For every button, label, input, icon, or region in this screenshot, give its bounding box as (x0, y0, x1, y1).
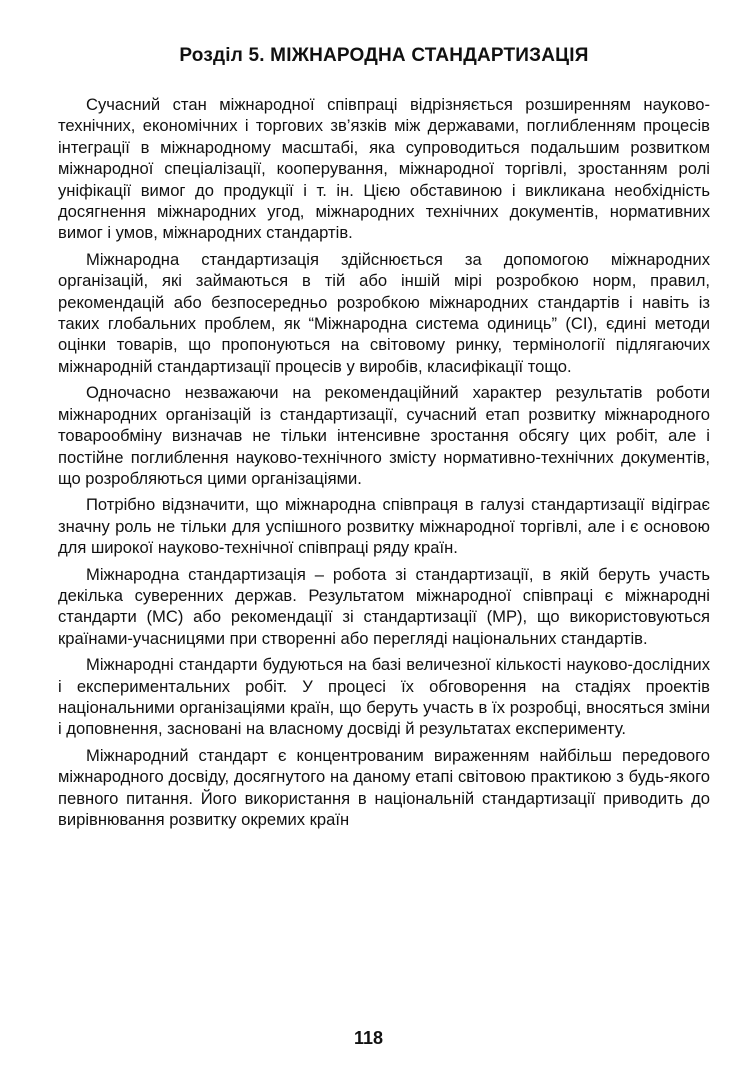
paragraph-2: Міжнародна стандартизація здійснюється за допомогою міжнародних організацій, які займаються в тій або іншій мірі розробкою норм, правил, рекомендацій або безпосередньо розробкою міжнародних стандартів і навіть із таких глобальних проблем, як “Міжнародна система одиниць” (СІ), єдині методи оцінки товарів, що пропонуються на світовому ринку, термінології підлягаючих міжнародній стандартизації процесів у виробів, класифікації тощо. (58, 249, 710, 376)
paragraph-5: Міжнародна стандартизація – робота зі стандартизації, в якій беруть участь декілька суверенних держав. Результатом міжнародної співпраці є міжнародні стандарти (МС) або рекомендації зі стандартизації (МР), що використовуються країнами-учасницями при створенні або перегляді національних стандартів. (58, 564, 710, 648)
paragraph-3: Одночасно незважаючи на рекомендаційний характер результатів роботи міжнародних організацій із стандартизації, сучасний етап розвитку міжнародного товарообміну визначав не тільки інтенсивне зростання обсягу цих робіт, але і постійне поглиблення науково-технічного змісту нормативно-технічних документів, що розробляються цими організаціями. (58, 383, 710, 488)
paragraph-6: Міжнародні стандарти будуються на базі величезної кількості науково-дослідних і експериментальних робіт. У процесі їх обговорення на стадіях проектів національними організаціями країн, що беруть участь в їх розробці, вносяться зміни і доповнення, засновані на власному досвіді й результатах експерименту. (58, 655, 710, 739)
page-content (58, 44, 710, 835)
paragraph-4: Потрібно відзначити, що міжнародна співпраця в галузі стандартизації відіграє значну роль не тільки для успішного розвитку міжнародної торгівлі, але і є основою для широкої науково-технічної співпраці ряду країн. (58, 495, 710, 558)
page-number: 118 (353, 1028, 384, 1048)
paragraph-1: Сучасний стан міжнародної співпраці відрізняється розширенням науково-технічних, економічних і торгових зв’язків між державами, поглибленням процесів інтеграції в міжнародному масштабі, яка супроводиться подальшим розвитком міжнародної спеціалізації, кооперування, міжнародної торгівлі, зростанням ролі уніфікації вимог до продукції і т. ін. Цією обставиною і викликана необхідність досягнення міжнародних угод, міжнародних технічних документів, нормативних вимог і умов, міжнародних стандартів. (58, 95, 710, 243)
section-title: Розділ 5. МІЖНАРОДНА СТАНДАРТИЗАЦІЯ (179, 45, 589, 66)
paragraph-7: Міжнародний стандарт є концентрованим вираженням найбільш передового міжнародного досвіду, досягнутого на даному етапі світовою практикою з будь-якого певного питання. Його використання в національній стандартизації приводить до вирівнювання розвитку окремих країн (58, 745, 710, 829)
